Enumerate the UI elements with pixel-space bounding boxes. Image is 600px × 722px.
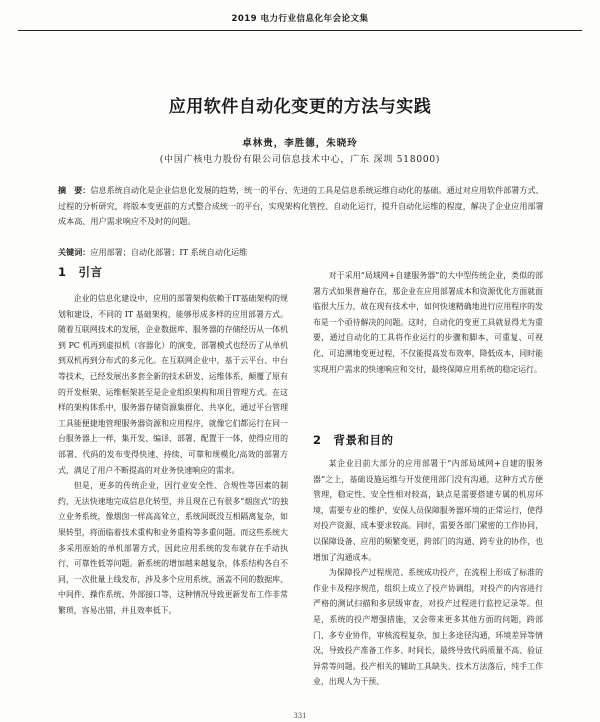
intro-paragraph-2: 但是，更多的传统企业，因行业安全性、合规性等因素的制约，无法快速地完成信息化转型，并且现在已有很多“烟囱式”的独立业务系统，像烟囱一样高高耸立，系统间既没互相隔离复杂，如果转型，将面临着技术重构和业务重构等多重问题。而这些系统大多采用原始的单机部署方式，因此应用系统的发布就存在手动执行、可靠性低等问题。新系统的增加越来越复杂，体系结构各自不同，一次批量上线发布，涉及多个应用系统，涵盖不同的数据库、中间件、操作系统、外部接口等，这种情况导致更新发布工作非常繁琐，容易出错，并且效率低下。 [58,481,288,615]
keywords [58,245,544,261]
keywords-text: 应用部署；自动化部署；IT 系统自动化运维 [90,247,248,257]
running-header [18,10,582,31]
running-header-text: 2019 电力行业信息化年会论文集 [231,14,369,24]
paper-title: 应用软件自动化变更的方法与实践 [168,97,432,117]
intro-paragraph-1: 企业的信息化建设中，应用的部署架构依赖于IT基础架构的规划和建设，不同的 IT 基础架构，能够形成多样的应用部署方式。随着互联网技术的发展，企业数据库、服务器的存储经历从一体机到 PC 机再到虚拟机（容器化）的演变，部署模式也经历了从单机到双机再到分布式的多元化。在互联网企业中，基于云平台、中台等技术，已经发展出多套全新的技术研发、运维体系，颠覆了原有的开发框架、运维框架甚至是企业组织架构和项目管理方式。在这样的架构体系中，服务器存储资源集群化、共享化，通过平台管理工具能便捷地管理服务器资源和应用程序，就像它们都运行在同一台服务器上一样，集开发、编译、部署、配置于一体，使得应用的部署、代码的发布变得快速、持续、可靠和规模化/高效的部署方式，满足了用户不断提高的对业务快速响应的需求。 [58,294,288,475]
abstract-label: 摘 要： [58,185,91,195]
abstract-text: 信息系统自动化是企业信息化发展的趋势，统一的平台、先进的工具是信息系统运维自动化的基础。通过对应用软件部署方式、过程的分析研究，将版本变更前的方式整合成统一的平台，实现架构化管控、自动化运行，提升自动化运维的程度，解决了企业应用部署成本高、用户需求响应不及时的问题。 [58,185,544,226]
abstract [58,183,544,230]
background-paragraph-1: 某企业目前大部分的应用部署于“内部局域网+自建的服务器”之上，基础设施运维与开发使用部门没有沟通，这种方式方便管理，稳定性、安全性相对较高，缺点是需要搭建专属的机房环境，需要专业的维护、安保人员保障服务器环境的正常运行，使得对投产资源、成本要求较高。同时，需要各部门紧密的工作协同，以保障设备、应用的频繁变更，跨部门的沟通、跨专业的协作，也增加了沟通成本。 [313,459,543,562]
left-column [58,291,288,618]
author-list: 卓林贵，李胜德，朱晓玲 [242,138,358,149]
section-heading-introduction: 1 引言 [58,265,103,279]
page-number: 331 [293,712,307,720]
keywords-label: 关键词： [58,247,91,257]
section-heading-background: 2 背景和目的 [313,433,394,447]
right-column-lower [313,456,543,690]
right-column-upper [313,268,543,377]
affiliation: (中国广核电力股份有限公司信息技术中心，广东 深圳 518000) [159,155,441,165]
intro-paragraph-3: 对于采用“局域网+自建服务器”的大中型传统企业，类似的部署方式如果普遍存在，那企业在应用部署成本和资源优化方面就面临很大压力，故在现有技术中，如何快速精确地进行应用程序的发布是一个亟待解决的问题。这时，自动化的变更工具就显得尤为重要，通过自动化的工具将作业运行的步骤和脚本，可重复、可视化、可追溯地变更过程，不仅能提高发布效率，降低成本，同时能实现用户需求的快速响应和交付，最终保障应用系统的稳定运行。 [313,271,543,374]
background-paragraph-2: 为保障投产过程规范、系统成功投产，在流程上形成了标准的作业卡及程序规范，组织上成立了投产协调组，对投产的内容进行严格的测试扫描和多层级审查，对投产过程进行监控记录等。但是，系统的投产增强措施，又会带来更多其他方面的问题，跨部门、多专业协作，审核流程复杂，加上多途径沟通，环境差异等情况，导致投产准备工作多、时间长，最终导致代码质量不高、验证异常等问题。投产相关的辅助工具缺失、技术方法落后，纯手工作业，出现人为干预、 [313,568,543,687]
